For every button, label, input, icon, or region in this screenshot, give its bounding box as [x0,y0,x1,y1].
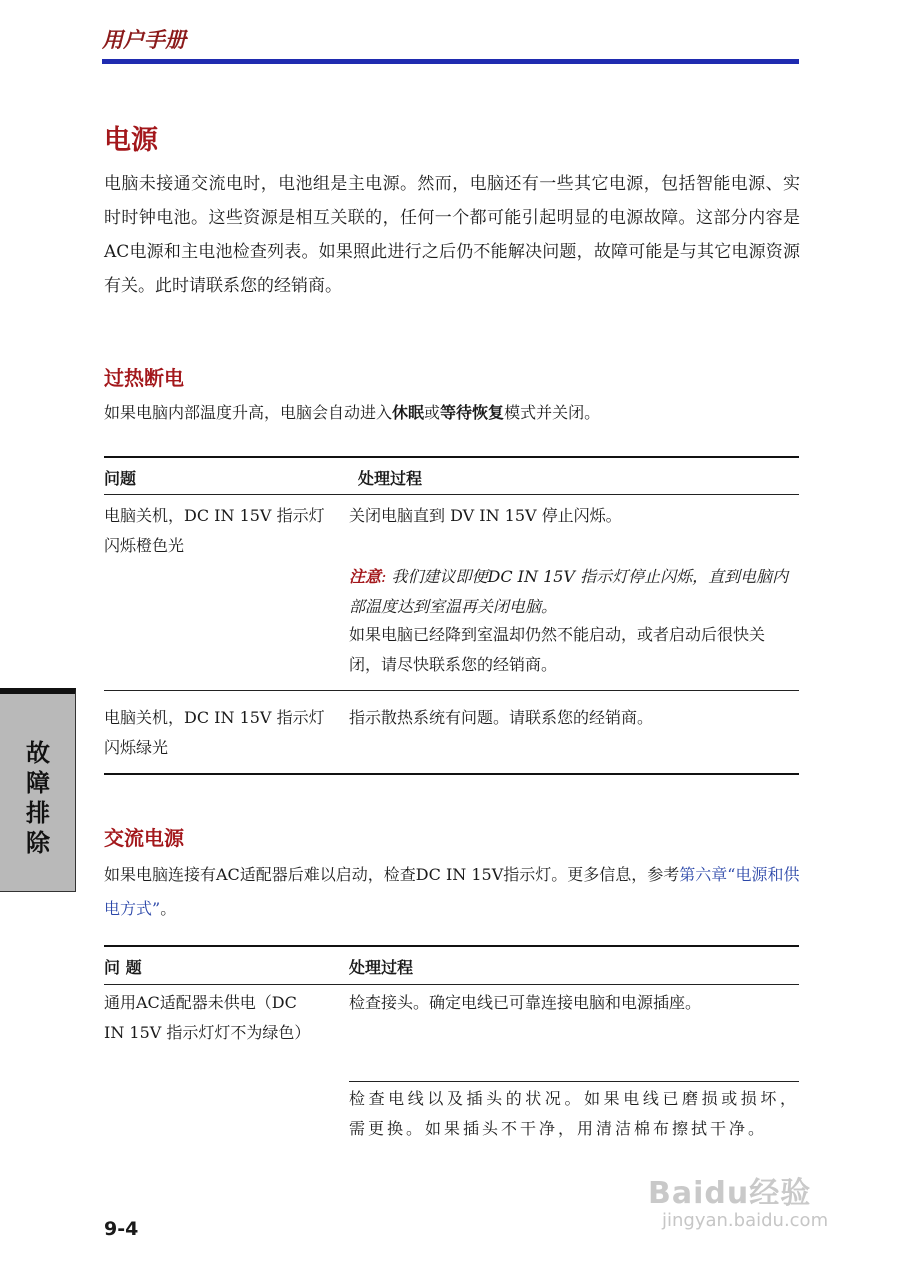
table1-header-procedure: 处理过程 [358,469,423,488]
table2-inner-rule [349,1081,799,1082]
table1-header-problem: 问题 [104,469,137,488]
watermark-url: jingyan.baidu.com [662,1210,829,1231]
table2-row1-procedure2: 检查电线以及插头的状况。如果电线已磨损或损坏，需更换。如果插头不干净，用清洁棉布擦拭干净。 [349,1089,799,1138]
table1-row1-procedure: 关闭电脑直到 DV IN 15V 停止闪烁。 [349,506,622,525]
ac-desc-suffix: 。 [160,899,177,918]
note-separator: : [381,567,392,586]
watermark-logo: Baidu经验 [648,1176,812,1211]
table2-header-procedure: 处理过程 [349,958,414,977]
section-title: 电源 [104,125,158,156]
overheat-desc-prefix: 如果电脑内部温度升高，电脑会自动进入 [104,403,393,422]
page-number: 9-4 [104,1218,139,1240]
section-intro: 电脑未接通交流电时，电池组是主电源。然而，电脑还有一些其它电源，包括智能电源、实时时钟电池。这些资源是相互关联的，任何一个都可能引起明显的电源故障。这部分内容是AC电源和主电池检查列表。如果照此进行之后仍不能解决问题，故障可能是与其它电源资源有关。此时请联系您的经销商。 [104,174,800,296]
overheat-desc-mid: 或 [424,403,441,422]
note-text: 我们建议即便DC IN 15V 指示灯停止闪烁，直到电脑内部温度达到室温再关闭电脑。 [349,567,789,616]
chapter-side-tab [0,688,76,892]
table1-row2-problem: 电脑关机，DC IN 15V 指示灯闪烁绿光 [104,708,325,757]
overheat-title: 过热断电 [104,366,184,390]
header-title: 用户手册 [102,28,186,52]
table2-row1-problem: 通用AC适配器未供电（DC IN 15V 指示灯灯不为绿色） [104,993,311,1042]
chapter6-link[interactable]: 第六章“电源和供电方式” [104,865,800,918]
note-label: 注意 [349,567,382,586]
table1-row1-problem: 电脑关机，DC IN 15V 指示灯闪烁橙色光 [104,506,325,555]
header-rule [102,59,799,64]
table1-row-divider [104,690,799,691]
table1-bottom-rule [104,773,799,775]
table1-top-rule [104,456,799,458]
table2-header-problem: 问 题 [104,958,142,977]
table2-top-rule [104,945,799,947]
side-tab-label: 故障排除 [26,739,50,857]
table1-header-rule [104,494,799,495]
overheat-desc-resume: 等待恢复 [440,403,505,422]
overheat-desc [104,396,800,430]
watermark [648,1168,848,1248]
ac-title: 交流电源 [104,826,184,850]
table2-row1-procedure1: 检查接头。确定电线已可靠连接电脑和电源插座。 [349,993,702,1012]
table1-row1-extra: 如果电脑已经降到室温却仍然不能启动，或者启动后很快关闭，请尽快联系您的经销商。 [349,625,766,674]
overheat-desc-hibernate: 休眠 [392,403,425,422]
ac-desc [104,858,800,926]
table1-row2-procedure: 指示散热系统有问题。请联系您的经销商。 [349,708,654,727]
table2-header-rule [104,984,799,985]
table1-row1-note [349,562,789,622]
overheat-desc-suffix: 模式并关闭。 [504,403,601,422]
ac-desc-prefix: 如果电脑连接有AC适配器后难以启动，检查DC IN 15V指示灯。更多信息，参考 [104,865,680,884]
